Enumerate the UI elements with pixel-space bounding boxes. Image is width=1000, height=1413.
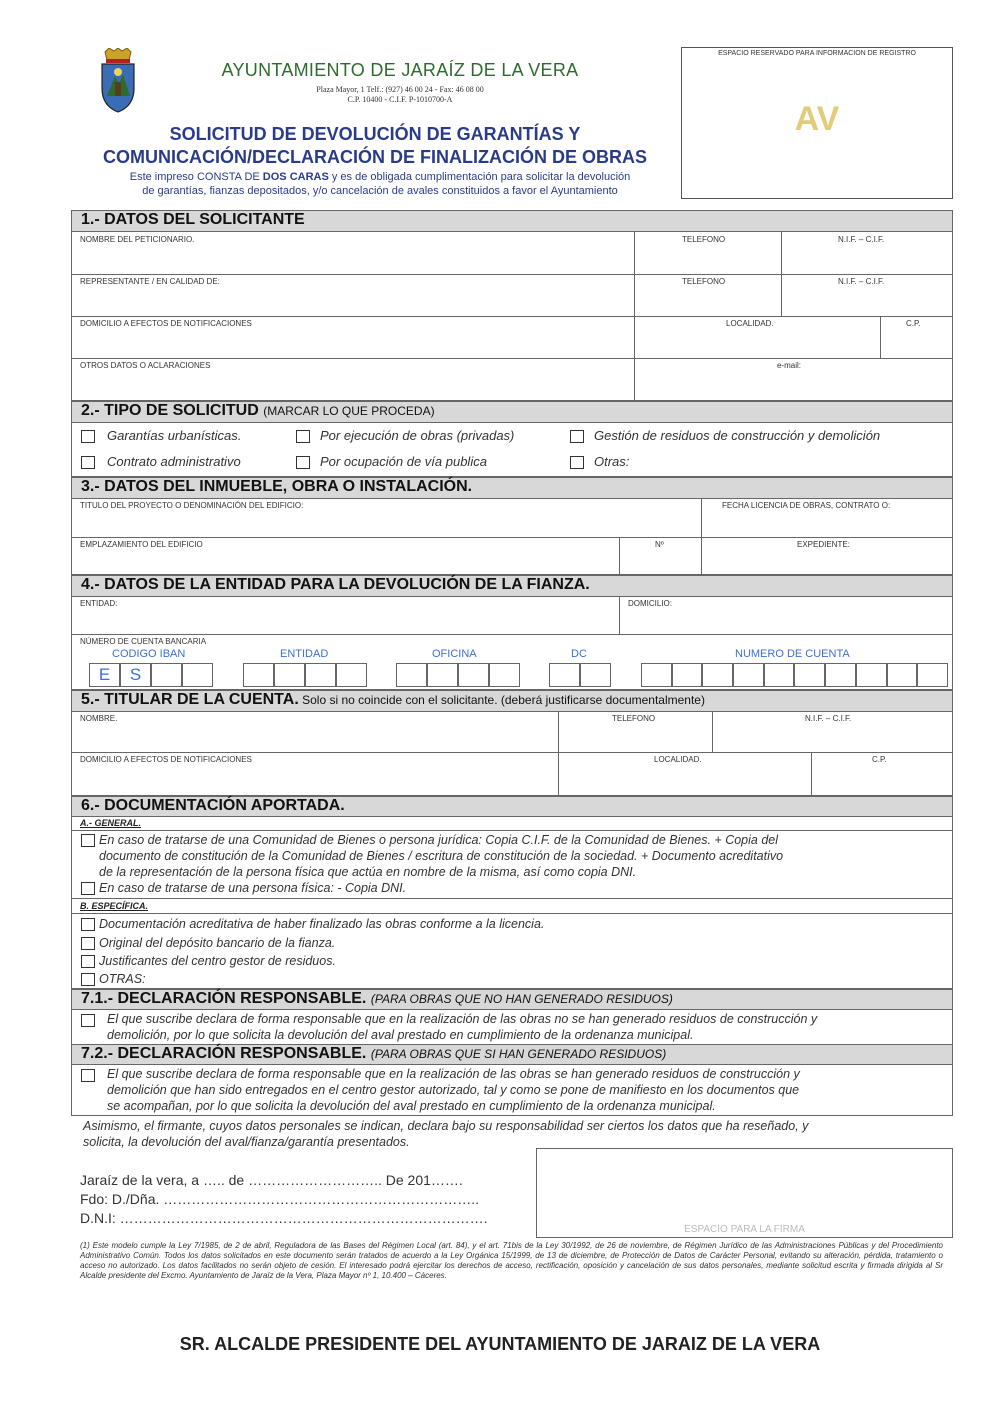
- entidad-cell[interactable]: [336, 663, 367, 687]
- section-6-title: 6.- DOCUMENTACIÓN APORTADA.: [81, 797, 345, 814]
- field-representante[interactable]: REPRESENTANTE / EN CALIDAD DE:: [80, 277, 220, 286]
- especifica-item-2: Original del depósito bancario de la fianza.: [99, 936, 336, 950]
- entidad-cell[interactable]: [243, 663, 274, 687]
- option-contrato: Contrato administrativo: [107, 454, 241, 469]
- iban-cell[interactable]: E: [89, 663, 120, 687]
- entidad-cells[interactable]: [243, 663, 367, 687]
- general-item-1-line-3: de la representación de la persona física que actúa en nombre de la misma, así como copia DNI.: [99, 865, 637, 879]
- closing-statement: [83, 1118, 945, 1150]
- intro-text-a: Este impreso CONSTA DE: [129, 171, 263, 183]
- intro-text-bold: DOS CARAS: [262, 171, 329, 183]
- option-ejecucion: Por ejecución de obras (privadas): [320, 428, 515, 443]
- label-numero-cuenta: NUMERO DE CUENTA: [735, 648, 850, 660]
- section-71-title: 7.1.- DECLARACIÓN RESPONSABLE.: [81, 990, 367, 1007]
- numero-cuenta-cells[interactable]: [641, 663, 948, 687]
- town-name: AYUNTAMIENTO DE JARAÍZ DE LA VERA: [221, 60, 579, 80]
- oficina-cells[interactable]: [396, 663, 520, 687]
- field-fecha-licencia[interactable]: FECHA LICENCIA DE OBRAS, CONTRATO O:: [722, 501, 891, 510]
- registry-label: ESPACIO RESERVADO PARA INFORMACION DE REGISTRO: [718, 50, 916, 57]
- checkbox[interactable]: [570, 456, 584, 469]
- field-cuenta-bancaria: NÚMERO DE CUENTA BANCARIA: [80, 637, 207, 646]
- field-titulo-proyecto[interactable]: TITULO DEL PROYECTO O DENOMINACIÓN DEL EDIFICIO:: [80, 501, 304, 510]
- oficina-cell[interactable]: [489, 663, 520, 687]
- label-oficina: OFICINA: [432, 648, 477, 660]
- section-71-header: [71, 989, 953, 1010]
- checkbox[interactable]: [81, 882, 95, 895]
- closing-line-1: Asimismo, el firmante, cuyos datos personales se indican, declara bajo su responsabilidad ser ciertos los datos que ha reseñado, y: [83, 1119, 809, 1133]
- cuenta-cell[interactable]: [825, 663, 856, 687]
- checkbox[interactable]: [81, 973, 95, 986]
- divider: [811, 752, 812, 796]
- legal-notice: (1) Este modelo cumple la Ley 7/1985, de 2 de abril, Reguladora de las Bases del Régimen Local (art. 84), y el art. 71bis de la Ley 30/1992, de 26 de noviembre, de Régimen Jurídico de las Administraciones Públicas y del Procedimiento Administrativo Común. Todos los datos solicitados en este documento serán tratados de acuerdo a la Ley Orgánica 15/1999, de 13 de diciembre, de Protección de Datos de Carácter Personal, evitando su alteración, pérdida, tratamiento o acceso no autorizado. Los datos facilitados no serán objeto de cesión. El interesado podrá ejercitar los derechos de acceso, rectificación, oposición y cancelación de sus datos personales, mediante solicitud escrita y firmada dirigida al Sr Alcalde presidente del Excmo. Ayuntamiento de Jaraíz de la Vera, Plaza Mayor nº 1, 10.400 – Cáceres.: [80, 1241, 943, 1280]
- declaracion-71-text: [107, 1011, 945, 1043]
- section-3-title: 3.- DATOS DEL INMUEBLE, OBRA O INSTALACIÓN.: [81, 478, 473, 495]
- field-nif-rep[interactable]: N.I.F. – C.I.F.: [838, 277, 885, 286]
- especifica-item-1: Documentación acreditativa de haber finalizado las obras conforme a la licencia.: [99, 917, 545, 931]
- section-4-header: [71, 575, 953, 597]
- field-titular-nombre[interactable]: NOMBRE.: [80, 714, 118, 723]
- dni-line[interactable]: D.N.I: …………………………………………………………………….: [80, 1210, 488, 1226]
- cuenta-cell[interactable]: [856, 663, 887, 687]
- section-5-header: [71, 690, 953, 712]
- divider: [781, 231, 782, 316]
- cuenta-cell[interactable]: [672, 663, 703, 687]
- divider: [71, 358, 953, 359]
- field-cp[interactable]: C.P.: [906, 319, 921, 328]
- field-numero[interactable]: Nº: [655, 540, 664, 549]
- cuenta-cell[interactable]: [794, 663, 825, 687]
- field-emplazamiento[interactable]: EMPLAZAMIENTO DEL EDIFICIO: [80, 540, 203, 549]
- section-4-title: 4.- DATOS DE LA ENTIDAD PARA LA DEVOLUCIÓN DE LA FIANZA.: [81, 576, 590, 593]
- divider: [619, 596, 620, 634]
- section-5-title: 5.- TITULAR DE LA CUENTA.: [81, 691, 299, 708]
- field-titular-cp[interactable]: C.P.: [872, 755, 887, 764]
- checkbox[interactable]: [81, 430, 95, 443]
- field-otros[interactable]: OTROS DATOS O ACLARACIONES: [80, 361, 211, 370]
- oficina-cell[interactable]: [396, 663, 427, 687]
- divider: [634, 231, 635, 401]
- section-72-header: [71, 1044, 953, 1065]
- coat-of-arms-logo: [97, 48, 139, 114]
- form-title-line-1: SOLICITUD DE DEVOLUCIÓN DE GARANTÍAS Y: [169, 124, 581, 144]
- field-localidad[interactable]: LOCALIDAD.: [726, 319, 774, 328]
- section-71-subtitle: (PARA OBRAS QUE NO HAN GENERADO RESIDUOS): [370, 992, 673, 1006]
- checkbox[interactable]: [81, 955, 95, 968]
- declaracion-72-line-2: demolición que han sido entregados en el centro gestor autorizado, tal y como se pone de manifiesto en los documentos que: [107, 1083, 800, 1097]
- general-item-1-line-2: documento de constitución de la Comunidad de Bienes / escritura de constitución de la sociedad. + Documento acreditativo: [99, 849, 784, 863]
- section-2-header: [71, 401, 953, 423]
- checkbox[interactable]: [81, 937, 95, 950]
- option-garantias: Garantías urbanísticas.: [107, 428, 242, 443]
- divider: [71, 830, 953, 831]
- field-titular-domicilio[interactable]: DOMICILIO A EFECTOS DE NOTIFICACIONES: [80, 755, 252, 764]
- divider: [712, 711, 713, 752]
- checkbox[interactable]: [81, 834, 95, 847]
- footer-addressee: SR. ALCALDE PRESIDENTE DEL AYUNTAMIENTO DE JARAIZ DE LA VERA: [179, 1334, 821, 1354]
- divider: [71, 537, 953, 538]
- section-2-title: 2.- TIPO DE SOLICITUD: [81, 402, 259, 419]
- section-1-title: 1.- DATOS DEL SOLICITANTE: [81, 211, 305, 228]
- oficina-cell[interactable]: [458, 663, 489, 687]
- divider: [880, 316, 881, 358]
- town-address: [200, 85, 600, 105]
- checkbox[interactable]: [81, 918, 95, 931]
- general-subheading: A.- GENERAL.: [80, 818, 142, 828]
- field-expediente[interactable]: EXPEDIENTE:: [797, 540, 850, 549]
- field-domicilio[interactable]: DOMICILIO A EFECTOS DE NOTIFICACIONES: [80, 319, 252, 328]
- label-entidad: ENTIDAD: [280, 648, 329, 660]
- oficina-cell[interactable]: [427, 663, 458, 687]
- cuenta-cell[interactable]: [733, 663, 764, 687]
- field-email[interactable]: e-mail:: [777, 361, 802, 370]
- divider: [71, 898, 953, 899]
- form-title-line-2: COMUNICACIÓN/DECLARACIÓN DE FINALIZACIÓN DE OBRAS: [103, 147, 647, 167]
- field-titular-localidad[interactable]: LOCALIDAD.: [654, 755, 702, 764]
- address-line-1: Plaza Mayor, 1 Telf.: (927) 46 00 24 - Fax: 46 08 00: [316, 85, 484, 94]
- field-domicilio-entidad[interactable]: DOMICILIO:: [628, 599, 673, 608]
- divider: [71, 274, 953, 275]
- signature-label: ESPACIO PARA LA FIRMA: [684, 1224, 805, 1235]
- entidad-cell[interactable]: [305, 663, 336, 687]
- option-ocupacion: Por ocupación de vía publica: [320, 454, 487, 469]
- section-5-subtitle: Solo si no coincide con el solicitante. (deberá justificarse documentalmente): [298, 693, 705, 707]
- general-item-2: En caso de tratarse de una persona física: - Copia DNI.: [99, 881, 407, 895]
- label-iban: CODIGO IBAN: [112, 648, 186, 660]
- iban-cells[interactable]: [89, 663, 213, 687]
- declaracion-72-line-1: El que suscribe declara de forma responsable que en la realización de las obras se han generado residuos de construcción y: [107, 1067, 800, 1081]
- section-6-header: [71, 796, 953, 817]
- section-2-subtitle: (MARCAR LO QUE PROCEDA): [263, 404, 435, 418]
- divider: [71, 634, 953, 635]
- entidad-cell[interactable]: [274, 663, 305, 687]
- field-titular-telefono[interactable]: TELEFONO: [612, 714, 656, 723]
- iban-cell[interactable]: S: [120, 663, 151, 687]
- cuenta-cell[interactable]: [917, 663, 948, 687]
- checkbox[interactable]: [81, 1014, 95, 1027]
- general-item-1-line-1: En caso de tratarse de una Comunidad de Bienes o persona jurídica: Copia C.I.F. de la Comunidad de Bienes. + Copia del: [99, 833, 779, 847]
- cuenta-cell[interactable]: [887, 663, 918, 687]
- declaracion-72-text: [107, 1066, 945, 1114]
- option-gestion-residuos: Gestión de residuos de construcción y demolición: [594, 428, 881, 443]
- cuenta-cell[interactable]: [641, 663, 672, 687]
- checkbox[interactable]: [81, 1069, 95, 1082]
- registry-code: AV: [794, 100, 840, 138]
- section-5-box: [71, 711, 953, 796]
- divider: [71, 752, 953, 753]
- divider: [71, 913, 953, 914]
- especifica-item-4: OTRAS:: [99, 972, 146, 986]
- checkbox[interactable]: [296, 430, 310, 443]
- iban-cell[interactable]: [151, 663, 182, 687]
- checkbox[interactable]: [81, 456, 95, 469]
- field-nombre[interactable]: NOMBRE DEL PETICIONARIO.: [80, 235, 195, 244]
- cuenta-cell[interactable]: [764, 663, 795, 687]
- checkbox[interactable]: [570, 430, 584, 443]
- divider: [701, 498, 702, 575]
- especifica-item-3: Justificantes del centro gestor de residuos.: [99, 954, 336, 968]
- field-titular-nif[interactable]: N.I.F. – C.I.F.: [805, 714, 852, 723]
- especifica-subheading: B. ESPECÍFICA.: [80, 901, 149, 911]
- form-intro: [80, 170, 680, 198]
- dc-cell[interactable]: [549, 663, 580, 687]
- field-telefono[interactable]: TELEFONO: [682, 235, 726, 244]
- section-1-header: [71, 210, 953, 232]
- declaracion-71-line-1: El que suscribe declara de forma responsable que en la realización de las obras no se han generado residuos de construcción y: [107, 1012, 818, 1026]
- section-72-title: 7.2.- DECLARACIÓN RESPONSABLE.: [81, 1045, 367, 1062]
- date-line[interactable]: Jaraíz de la vera, a ….. de ……………………….. De 201…….: [80, 1172, 463, 1188]
- checkbox[interactable]: [296, 456, 310, 469]
- cuenta-cell[interactable]: [702, 663, 733, 687]
- divider: [71, 316, 953, 317]
- intro-text-c: y es de obligada cumplimentación para solicitar la devolución: [328, 171, 631, 183]
- closing-line-2: solicita, la devolución del aval/fianza/garantía presentados.: [83, 1135, 410, 1149]
- declaracion-72-line-3: se acompañan, por lo que solicita la devolución del aval prestado en cumplimiento de la ordenanza municipal.: [107, 1099, 716, 1113]
- label-dc: DC: [571, 648, 587, 660]
- field-entidad[interactable]: ENTIDAD:: [80, 599, 118, 608]
- intro-text-line-2: de garantías, fianzas depositados, y/o cancelación de avales constituidos a favor el Ayuntamiento: [142, 185, 618, 197]
- option-otras: Otras:: [594, 454, 630, 469]
- field-telefono-rep[interactable]: TELEFONO: [682, 277, 726, 286]
- fdo-line[interactable]: Fdo: D./Dña. …………………………………………………………..: [80, 1191, 480, 1207]
- dc-cells[interactable]: [549, 663, 611, 687]
- section-3-header: [71, 477, 953, 499]
- dc-cell[interactable]: [580, 663, 611, 687]
- divider: [558, 711, 559, 796]
- address-line-2: C.P. 10400 - C.I.F. P-1010700-A: [347, 95, 453, 104]
- divider: [619, 537, 620, 575]
- declaracion-71-line-2: demolición, por lo que solicita la devolución del aval prestado en cumplimiento de la ordenanza municipal.: [107, 1028, 694, 1042]
- field-nif[interactable]: N.I.F. – C.I.F.: [838, 235, 885, 244]
- iban-cell[interactable]: [182, 663, 213, 687]
- general-item-1: [99, 832, 947, 880]
- section-72-subtitle: (PARA OBRAS QUE SI HAN GENERADO RESIDUOS): [370, 1047, 667, 1061]
